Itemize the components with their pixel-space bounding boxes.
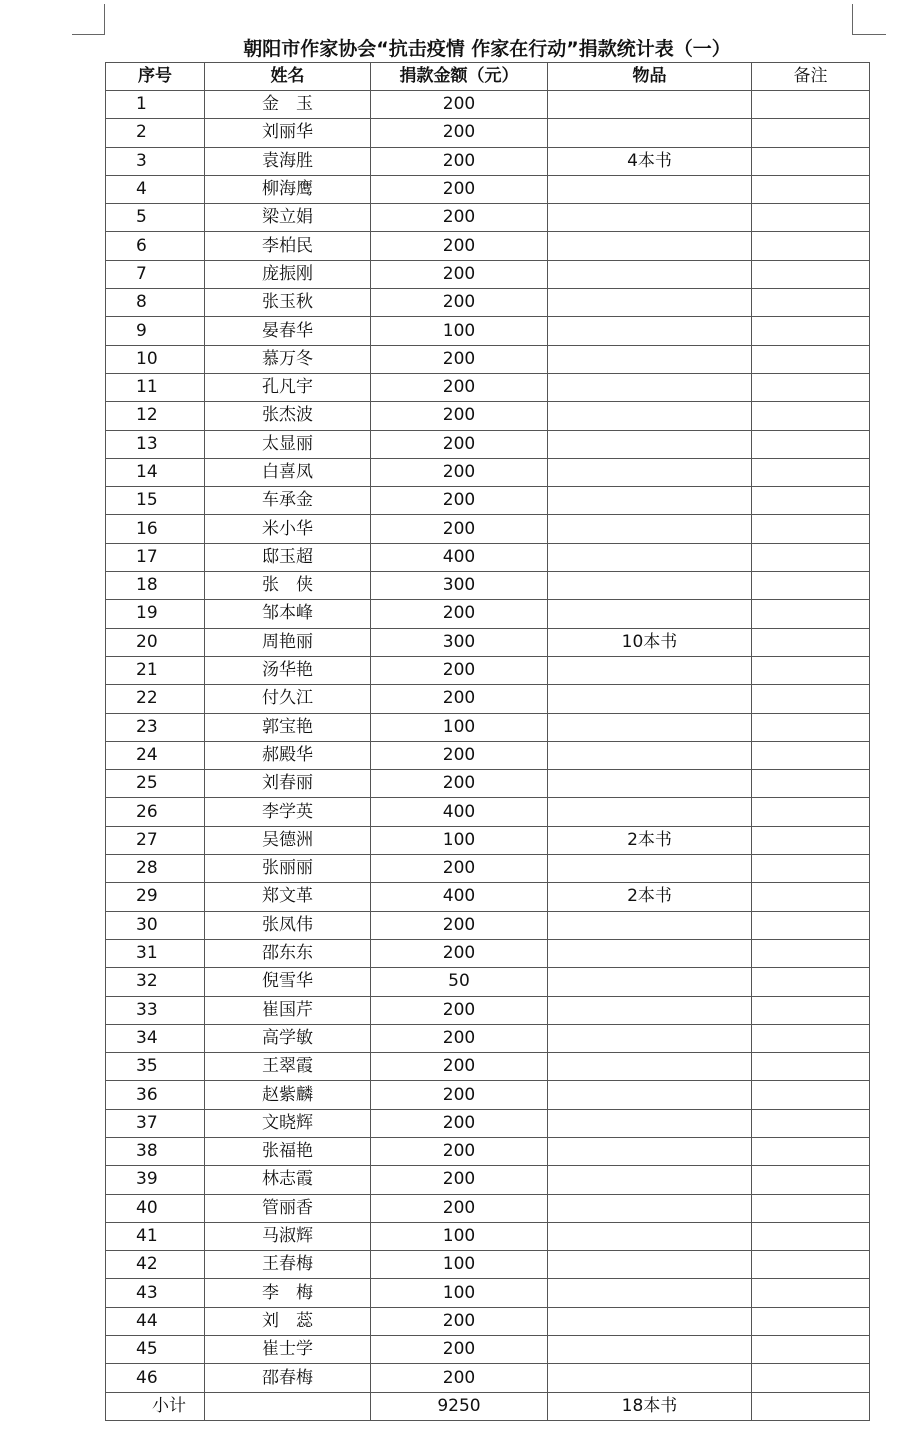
row-note [752,1222,870,1250]
table-row [106,515,870,543]
row-note [752,1364,870,1392]
row-amount: 200 [371,939,548,967]
row-no: 44 [106,1307,205,1335]
row-no: 8 [106,289,205,317]
header-note: 备注 [752,63,870,91]
row-no: 5 [106,204,205,232]
row-note [752,685,870,713]
row-item [548,572,752,600]
row-name: 米小华 [205,515,371,543]
row-note [752,487,870,515]
row-amount: 300 [371,628,548,656]
row-amount: 200 [371,656,548,684]
row-note [752,232,870,260]
row-name: 马淑辉 [205,1222,371,1250]
table-row [106,91,870,119]
row-name: 袁海胜 [205,147,371,175]
row-amount: 200 [371,175,548,203]
row-amount: 200 [371,91,548,119]
row-note [752,855,870,883]
table-row [106,119,870,147]
row-name: 赵紫麟 [205,1081,371,1109]
row-no: 36 [106,1081,205,1109]
row-note [752,147,870,175]
row-amount: 100 [371,1279,548,1307]
table-row [106,1024,870,1052]
row-item [548,1166,752,1194]
row-note [752,1137,870,1165]
row-name: 倪雪华 [205,968,371,996]
table-row [106,883,870,911]
row-item [548,1053,752,1081]
row-item: 2本书 [548,826,752,854]
row-name: 李 梅 [205,1279,371,1307]
header-item: 物品 [548,63,752,91]
row-name: 周艳丽 [205,628,371,656]
row-amount: 200 [371,1081,548,1109]
table-row [106,826,870,854]
header-amount: 捐款金额（元） [371,63,548,91]
row-note [752,1336,870,1364]
row-amount: 200 [371,600,548,628]
row-name: 刘春丽 [205,770,371,798]
row-no: 27 [106,826,205,854]
row-name: 李学英 [205,798,371,826]
row-amount: 200 [371,515,548,543]
table-row [106,373,870,401]
row-item [548,430,752,458]
row-note [752,430,870,458]
row-note [752,1081,870,1109]
row-name: 付久江 [205,685,371,713]
row-amount: 200 [371,741,548,769]
row-item [548,373,752,401]
row-item [548,996,752,1024]
row-name: 张凤伟 [205,911,371,939]
row-note [752,91,870,119]
crop-mark-top-left [72,34,105,35]
table-row [106,430,870,458]
row-note [752,798,870,826]
table-row [106,600,870,628]
row-note [752,1279,870,1307]
row-no: 31 [106,939,205,967]
table-row [106,798,870,826]
row-item [548,204,752,232]
row-item [548,1109,752,1137]
table-row [106,855,870,883]
row-amount: 200 [371,458,548,486]
row-item [548,1024,752,1052]
row-no: 2 [106,119,205,147]
row-note [752,996,870,1024]
row-no: 12 [106,402,205,430]
row-amount: 200 [371,119,548,147]
row-note [752,770,870,798]
row-name: 慕万冬 [205,345,371,373]
row-name: 崔士学 [205,1336,371,1364]
table-row [106,1109,870,1137]
row-no: 23 [106,713,205,741]
row-note [752,345,870,373]
row-no: 15 [106,487,205,515]
row-name: 吴德洲 [205,826,371,854]
row-name: 林志霞 [205,1166,371,1194]
row-note [752,939,870,967]
table-row [106,1081,870,1109]
row-no: 26 [106,798,205,826]
row-name: 郑文革 [205,883,371,911]
table-row [106,317,870,345]
table-row [106,260,870,288]
row-name: 柳海鹰 [205,175,371,203]
row-amount: 200 [371,1109,548,1137]
row-name: 郭宝艳 [205,713,371,741]
row-amount: 200 [371,373,548,401]
table-row [106,147,870,175]
row-no: 4 [106,175,205,203]
row-note [752,1251,870,1279]
row-no: 40 [106,1194,205,1222]
row-no: 25 [106,770,205,798]
table-row [106,1137,870,1165]
subtotal-label: 小计 [106,1392,205,1420]
row-no: 37 [106,1109,205,1137]
row-no: 9 [106,317,205,345]
row-note [752,572,870,600]
row-amount: 200 [371,1194,548,1222]
row-name: 汤华艳 [205,656,371,684]
row-note [752,204,870,232]
row-no: 7 [106,260,205,288]
table-row [106,770,870,798]
row-name: 邵东东 [205,939,371,967]
row-note [752,883,870,911]
row-note [752,1166,870,1194]
row-amount: 200 [371,289,548,317]
row-item [548,798,752,826]
row-no: 1 [106,91,205,119]
row-no: 18 [106,572,205,600]
row-note [752,317,870,345]
row-name: 李柏民 [205,232,371,260]
row-note [752,119,870,147]
row-note [752,826,870,854]
table-row [106,968,870,996]
subtotal-note [752,1392,870,1420]
table-row [106,685,870,713]
row-name: 庞振刚 [205,260,371,288]
row-no: 19 [106,600,205,628]
row-amount: 200 [371,1307,548,1335]
row-name: 太显丽 [205,430,371,458]
row-item [548,1251,752,1279]
table-row [106,345,870,373]
header-no: 序号 [106,63,205,91]
table-row [106,996,870,1024]
row-amount: 400 [371,883,548,911]
row-no: 33 [106,996,205,1024]
table-row [106,1279,870,1307]
row-note [752,1194,870,1222]
row-note [752,1024,870,1052]
row-note [752,600,870,628]
row-no: 6 [106,232,205,260]
row-amount: 200 [371,1024,548,1052]
row-name: 金 玉 [205,91,371,119]
row-amount: 200 [371,685,548,713]
row-item [548,685,752,713]
table-row [106,402,870,430]
row-item [548,770,752,798]
row-name: 高学敏 [205,1024,371,1052]
row-note [752,515,870,543]
row-no: 10 [106,345,205,373]
row-name: 梁立娟 [205,204,371,232]
row-no: 30 [106,911,205,939]
row-amount: 200 [371,770,548,798]
row-note [752,1053,870,1081]
row-no: 14 [106,458,205,486]
row-no: 32 [106,968,205,996]
row-note [752,373,870,401]
table-row [106,1222,870,1250]
subtotal-amount: 9250 [371,1392,548,1420]
crop-mark-top-left [104,4,105,34]
row-no: 46 [106,1364,205,1392]
table-row [106,939,870,967]
row-item [548,232,752,260]
crop-mark-top-right [852,4,853,34]
table-row [106,1166,870,1194]
row-no: 39 [106,1166,205,1194]
row-amount: 200 [371,911,548,939]
row-no: 13 [106,430,205,458]
row-amount: 200 [371,996,548,1024]
row-item [548,1081,752,1109]
row-amount: 100 [371,317,548,345]
row-no: 20 [106,628,205,656]
row-amount: 400 [371,798,548,826]
row-item [548,1364,752,1392]
row-no: 35 [106,1053,205,1081]
row-item [548,91,752,119]
row-name: 张 侠 [205,572,371,600]
row-no: 29 [106,883,205,911]
table-row [106,1053,870,1081]
row-name: 张玉秋 [205,289,371,317]
row-name: 崔国芹 [205,996,371,1024]
row-name: 邸玉超 [205,543,371,571]
row-amount: 100 [371,713,548,741]
row-amount: 200 [371,855,548,883]
row-name: 张福艳 [205,1137,371,1165]
row-no: 38 [106,1137,205,1165]
row-note [752,713,870,741]
row-item: 2本书 [548,883,752,911]
row-item [548,119,752,147]
table-row [106,1336,870,1364]
table-row [106,656,870,684]
row-name: 王翠霞 [205,1053,371,1081]
row-item: 4本书 [548,147,752,175]
row-item [548,1222,752,1250]
row-amount: 200 [371,402,548,430]
row-item [548,1279,752,1307]
row-amount: 100 [371,1222,548,1250]
row-amount: 200 [371,487,548,515]
row-no: 11 [106,373,205,401]
row-note [752,458,870,486]
row-amount: 200 [371,147,548,175]
row-note [752,968,870,996]
table-row [106,204,870,232]
table-row [106,487,870,515]
row-no: 3 [106,147,205,175]
row-amount: 200 [371,232,548,260]
table-row [106,458,870,486]
subtotal-name [205,1392,371,1420]
row-name: 晏春华 [205,317,371,345]
row-item [548,1194,752,1222]
row-item [548,939,752,967]
subtotal-item: 18本书 [548,1392,752,1420]
row-name: 文晓辉 [205,1109,371,1137]
donation-table [105,62,870,1421]
row-note [752,402,870,430]
row-amount: 100 [371,826,548,854]
row-name: 张杰波 [205,402,371,430]
row-note [752,911,870,939]
row-note [752,260,870,288]
header-name: 姓名 [205,63,371,91]
row-amount: 200 [371,1336,548,1364]
row-amount: 200 [371,260,548,288]
row-item [548,260,752,288]
row-name: 郝殿华 [205,741,371,769]
row-item [548,175,752,203]
row-amount: 200 [371,345,548,373]
row-name: 邹本峰 [205,600,371,628]
row-no: 43 [106,1279,205,1307]
row-item [548,855,752,883]
row-amount: 200 [371,1053,548,1081]
crop-mark-top-right [852,34,886,35]
row-amount: 200 [371,1137,548,1165]
row-item [548,911,752,939]
row-item [548,1336,752,1364]
table-row [106,1364,870,1392]
row-no: 17 [106,543,205,571]
row-amount: 400 [371,543,548,571]
row-item [548,515,752,543]
row-note [752,1307,870,1335]
row-amount: 200 [371,430,548,458]
row-note [752,289,870,317]
row-item [548,289,752,317]
row-name: 王春梅 [205,1251,371,1279]
row-item [548,713,752,741]
row-item [548,600,752,628]
table-row [106,741,870,769]
row-amount: 100 [371,1251,548,1279]
row-item [548,1137,752,1165]
table-row [106,232,870,260]
row-item [548,345,752,373]
row-amount: 200 [371,1364,548,1392]
row-amount: 200 [371,204,548,232]
table-row [106,628,870,656]
row-no: 21 [106,656,205,684]
row-item [548,656,752,684]
row-no: 42 [106,1251,205,1279]
row-item [548,487,752,515]
row-note [752,628,870,656]
table-row [106,543,870,571]
row-no: 28 [106,855,205,883]
row-note [752,656,870,684]
row-note [752,1109,870,1137]
row-item [548,968,752,996]
table-row [106,1307,870,1335]
row-amount: 200 [371,1166,548,1194]
row-item [548,317,752,345]
row-name: 管丽香 [205,1194,371,1222]
row-item [548,458,752,486]
row-no: 22 [106,685,205,713]
row-name: 张丽丽 [205,855,371,883]
row-no: 24 [106,741,205,769]
row-name: 邵春梅 [205,1364,371,1392]
row-name: 白喜凤 [205,458,371,486]
row-item [548,741,752,769]
row-name: 孔凡宇 [205,373,371,401]
table-row [106,572,870,600]
row-no: 41 [106,1222,205,1250]
table-row [106,1194,870,1222]
table-row [106,713,870,741]
document-title: 朝阳市作家协会“抗击疫情 作家在行动”捐款统计表（一） [243,38,731,60]
row-item [548,543,752,571]
row-item [548,1307,752,1335]
row-name: 刘丽华 [205,119,371,147]
table-row [106,289,870,317]
table-header-row [106,63,870,91]
table-body [106,91,870,1393]
table-row [106,1251,870,1279]
row-note [752,543,870,571]
row-amount: 300 [371,572,548,600]
row-no: 45 [106,1336,205,1364]
row-note [752,741,870,769]
row-name: 车承金 [205,487,371,515]
subtotal-row [106,1392,870,1420]
row-item: 10本书 [548,628,752,656]
row-item [548,402,752,430]
row-no: 34 [106,1024,205,1052]
row-no: 16 [106,515,205,543]
table-row [106,175,870,203]
table-row [106,911,870,939]
row-name: 刘 蕊 [205,1307,371,1335]
row-note [752,175,870,203]
row-amount: 50 [371,968,548,996]
